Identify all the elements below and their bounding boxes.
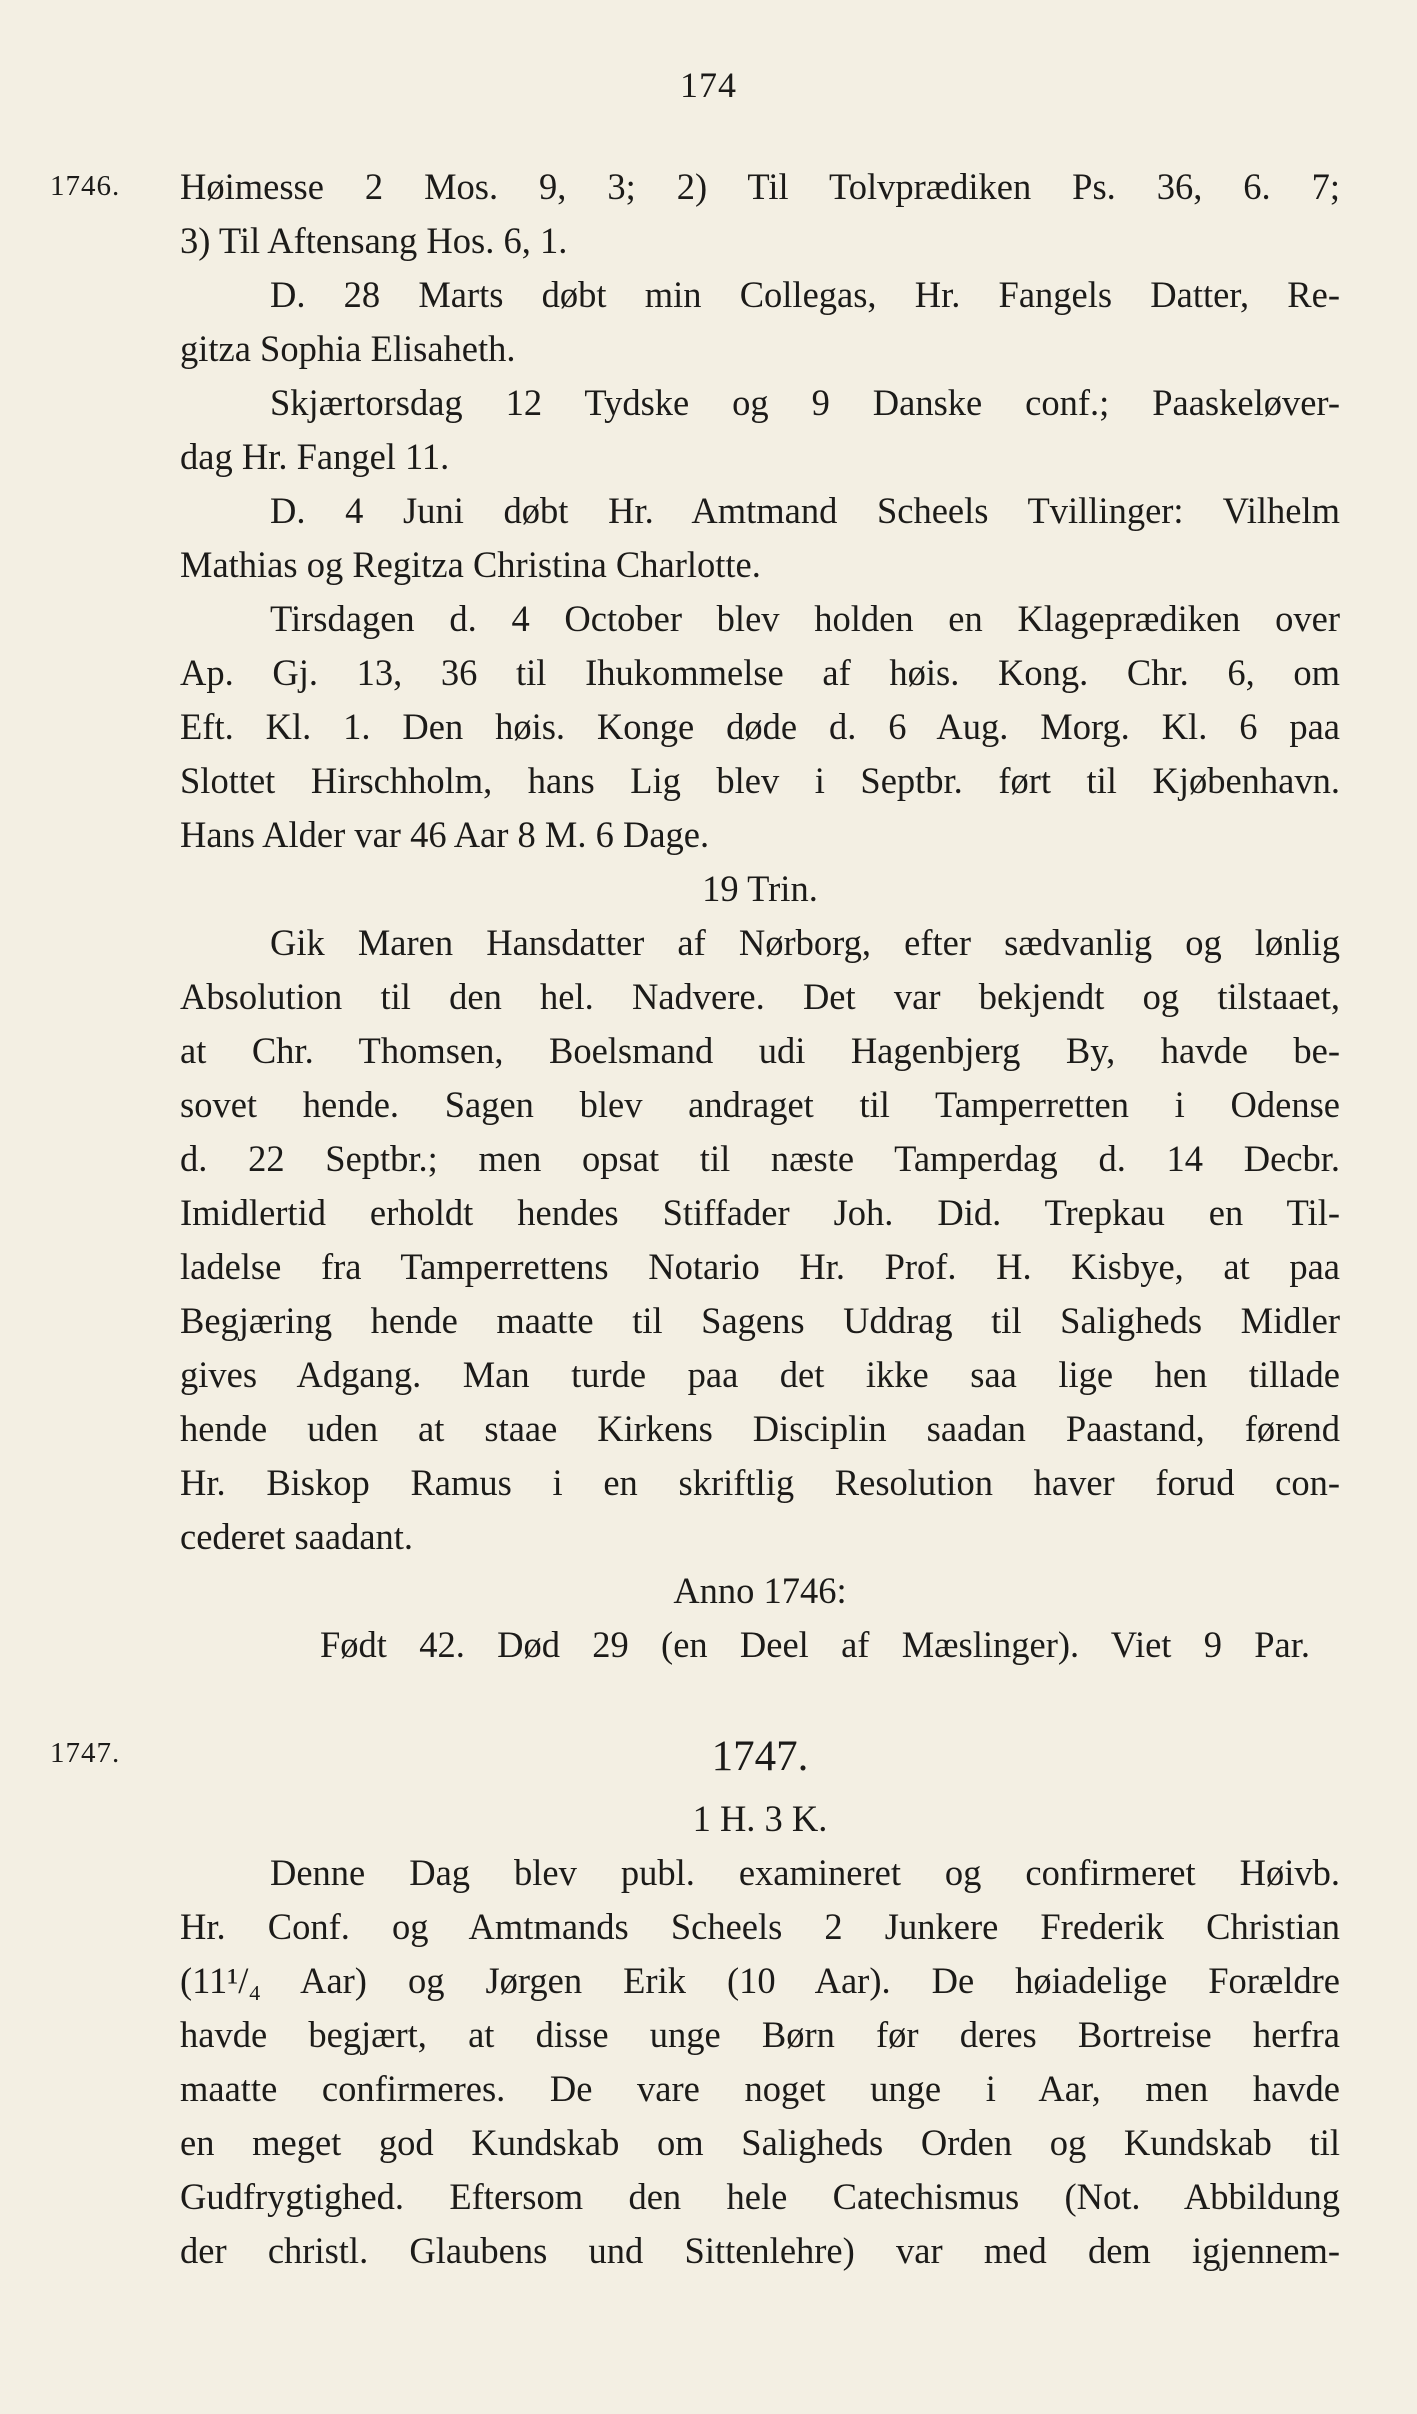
text-line: dag Hr. Fangel 11.: [180, 436, 450, 477]
text-line: Tirsdagen d. 4 October blev holden en Klageprædiken over: [270, 598, 1340, 639]
text-line: der christl. Glaubens und Sittenlehre) var med dem igjennem-: [180, 2230, 1340, 2271]
sub-heading: 1 H. 3 K.: [692, 1798, 828, 1839]
text-line: hende uden at staae Kirkens Disciplin saadan Paastand, førend: [180, 1408, 1340, 1449]
text-line: sovet hende. Sagen blev andraget til Tamperretten i Odense: [180, 1084, 1340, 1125]
text-line: Skjærtorsdag 12 Tydske og 9 Danske conf.; Paaskeløver-: [270, 382, 1340, 423]
text-line: Høimesse 2 Mos. 9, 3; 2) Til Tolvprædiken Ps. 36, 6. 7;: [180, 166, 1340, 207]
text-line: ladelse fra Tamperrettens Notario Hr. Prof. H. Kisbye, at paa: [180, 1246, 1340, 1287]
text-line: at Chr. Thomsen, Boelsmand udi Hagenbjerg By, havde be-: [180, 1030, 1340, 1071]
anno-heading: Anno 1746:: [673, 1570, 847, 1611]
text-line: Eft. Kl. 1. Den høis. Konge døde d. 6 Aug. Morg. Kl. 6 paa: [180, 706, 1340, 747]
text-line: Denne Dag blev publ. examineret og confirmeret Høivb.: [270, 1852, 1340, 1893]
text-line: Gudfrygtighed. Eftersom den hele Catechismus (Not. Abbildung: [180, 2176, 1340, 2217]
text-line: gitza Sophia Elisaheth.: [180, 328, 516, 369]
year-heading: 1747.: [711, 1733, 809, 1780]
text-line: D. 4 Juni døbt Hr. Amtmand Scheels Tvillinger: Vilhelm: [270, 490, 1340, 531]
text-line: gives Adgang. Man turde paa det ikke saa lige hen tillade: [180, 1354, 1340, 1395]
text-line: Hr. Conf. og Amtmands Scheels 2 Junkere Frederik Christian: [180, 1906, 1340, 1947]
text-line: 3) Til Aftensang Hos. 6, 1.: [180, 220, 568, 261]
entry-1746: [180, 160, 1340, 1672]
text-line: Slottet Hirschholm, hans Lig blev i Septbr. ført til Kjøbenhavn.: [180, 760, 1340, 801]
yearly-stats: Født 42. Død 29 (en Deel af Mæslinger). Viet 9 Par.: [320, 1624, 1310, 1665]
text-line: (11¹/₄ Aar) og Jørgen Erik (10 Aar). De høiadelige Forældre: [180, 1960, 1340, 2001]
text-line: Ap. Gj. 13, 36 til Ihukommelse af høis. Kong. Chr. 6, om: [180, 652, 1340, 693]
text-line: D. 28 Marts døbt min Collegas, Hr. Fangels Datter, Re-: [270, 274, 1340, 315]
text-line: Gik Maren Hansdatter af Nørborg, efter sædvanlig og lønlig: [270, 922, 1340, 963]
sunday-heading: 19 Trin.: [702, 868, 818, 909]
text-line: Hans Alder var 46 Aar 8 M. 6 Dage.: [180, 814, 710, 855]
text-line: Begjæring hende maatte til Sagens Uddrag til Saligheds Midler: [180, 1300, 1340, 1341]
margin-year-1746: 1746.: [50, 170, 121, 202]
text-line: Hr. Biskop Ramus i en skriftlig Resolution haver forud con-: [180, 1462, 1340, 1503]
text-line: maatte confirmeres. De vare noget unge i Aar, men havde: [180, 2068, 1340, 2109]
text-line: Mathias og Regitza Christina Charlotte.: [180, 544, 761, 585]
entry-1747: [180, 1722, 1340, 2278]
text-line: d. 22 Septbr.; men opsat til næste Tamperdag d. 14 Decbr.: [180, 1138, 1340, 1179]
text-line: Absolution til den hel. Nadvere. Det var bekjendt og tilstaaet,: [180, 976, 1340, 1017]
margin-year-1747: 1747.: [50, 1737, 121, 1769]
text-line: cederet saadant.: [180, 1516, 414, 1557]
text-line: en meget god Kundskab om Saligheds Orden og Kundskab til: [180, 2122, 1340, 2163]
page-number: 174: [680, 65, 737, 105]
text-line: Imidlertid erholdt hendes Stiffader Joh. Did. Trepkau en Til-: [180, 1192, 1340, 1233]
text-line: havde begjært, at disse unge Børn før deres Bortreise herfra: [180, 2014, 1340, 2055]
